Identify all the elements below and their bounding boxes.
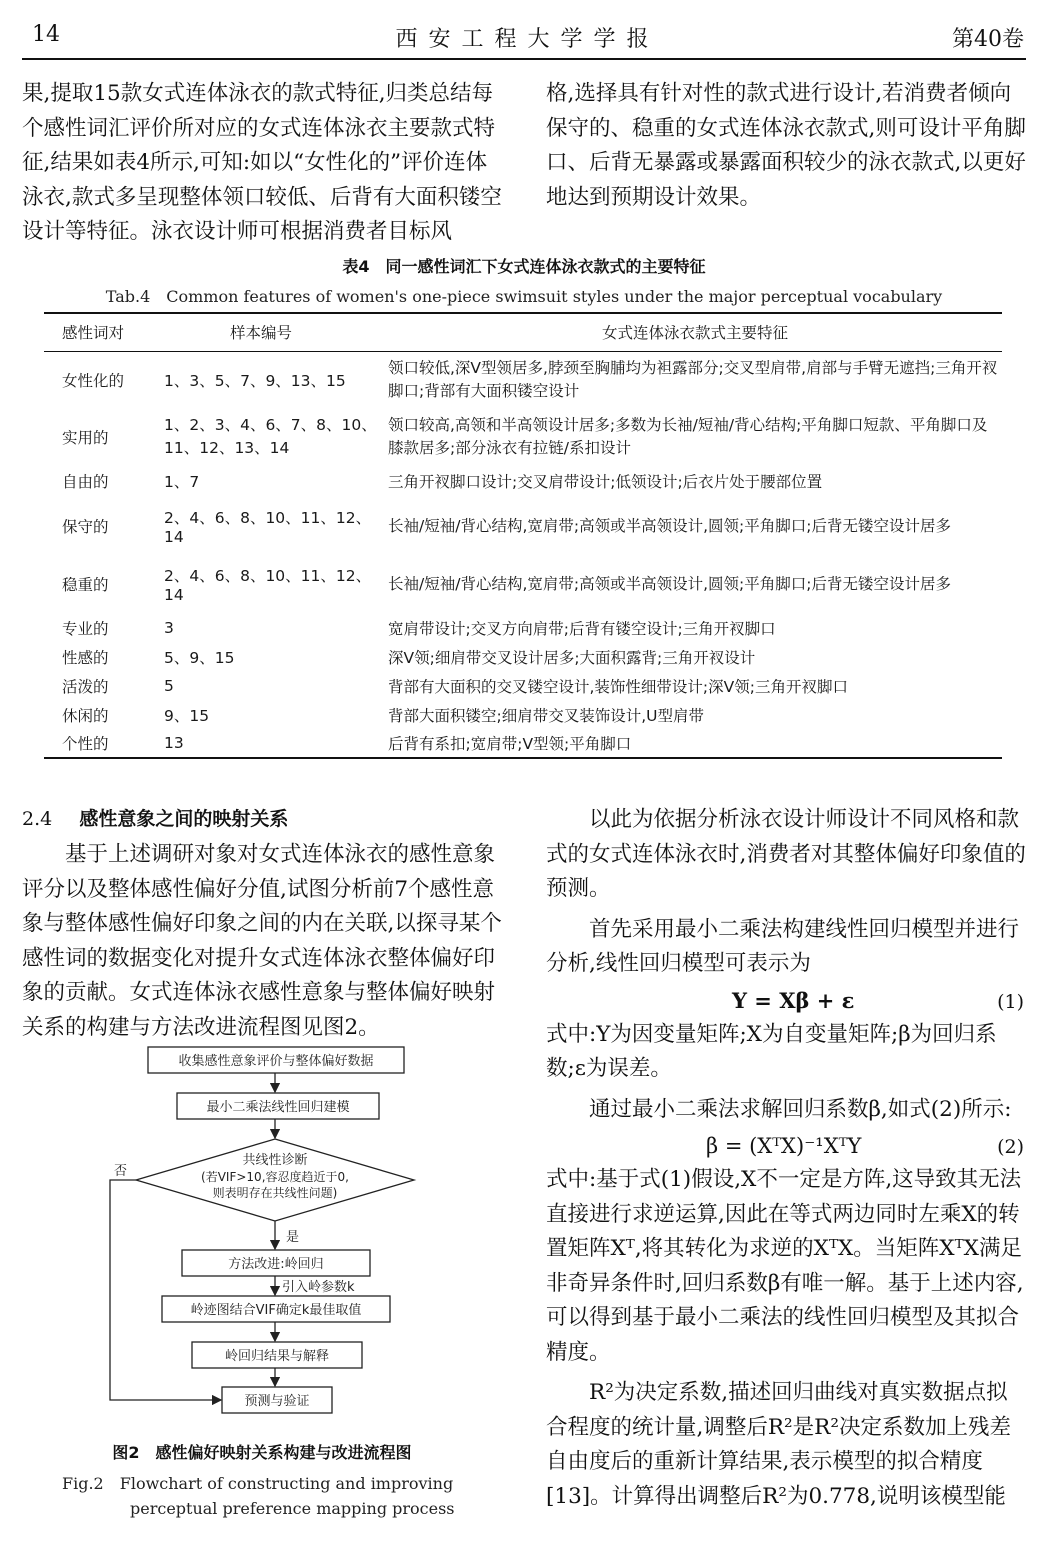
top-right-paragraph: 格,选择具有针对性的款式进行设计,若消费者倾向保守的、稳重的女式连体泳衣款式,则可设计平角脚口、后背无暴露或暴露面积较少的泳衣款式,以更好地达到预期设计效果。	[546, 81, 1026, 210]
row-word: 稳重的	[62, 576, 109, 594]
row-features: 宽肩带设计;交叉方向肩带;后背有镂空设计;三角开衩脚口	[388, 619, 776, 638]
right-paragraph-1: 以此为依据分析泳衣设计师设计不同风格和款式的女式连体泳衣时,消费者对其整体偏好印象值的预测。	[546, 807, 1026, 901]
journal-title: 西 安 工 程 大 学 学 报	[395, 27, 651, 52]
flow-text-diag-title: 共线性诊断	[242, 1153, 308, 1168]
header-samples: 样本编号	[230, 324, 293, 343]
table-row	[44, 613, 1002, 642]
row-features: 深V领;细肩带交叉设计居多;大面积露背;三角开衩设计	[388, 648, 756, 667]
left-body-paragraph: 基于上述调研对象对女式连体泳衣的感性意象评分以及整体感性偏好分值,试图分析前7个感性意象与整体感性偏好印象之间的内在关联,以探寻某个感性词的数据变化对提升女式连体泳衣整体偏好印象的贡献。女式连体泳衣感性意象与整体偏好映射关系的构建与方法改进流程图见图2。	[22, 842, 502, 1040]
row-features: 三角开衩脚口设计;交叉肩带设计;低领设计;后衣片处于腰部位置	[388, 473, 823, 491]
row-word: 休闲的	[62, 706, 109, 725]
row-word: 活泼的	[62, 677, 109, 696]
flow-text-collect: 收集感性意象评价与整体偏好数据	[178, 1054, 374, 1069]
table-row	[44, 465, 1002, 497]
section-title: 感性意象之间的映射关系	[79, 808, 289, 830]
figure-caption-en-1: Fig.2 Flowchart of constructing and improving	[62, 1474, 454, 1493]
features-table	[44, 312, 1002, 759]
table-row	[44, 351, 1002, 409]
equation-2-number: (2)	[997, 1136, 1024, 1158]
row-features: 长袖/短袖/背心结构,宽肩带;高领或半高领设计,圆领;平角脚口;后背无镂空设计居多	[388, 516, 951, 535]
equation-2-row	[546, 1127, 1026, 1163]
row-samples: 5、9、15	[164, 648, 235, 667]
table-row	[44, 729, 1002, 758]
row-features: 背部大面积镂空;细肩带交叉装饰设计,U型肩带	[388, 706, 704, 725]
header-features: 女式连体泳衣款式主要特征	[601, 324, 788, 343]
row-features: 长袖/短袖/背心结构,宽肩带;高领或半高领设计,圆领;平角脚口;后背无镂空设计居多	[388, 574, 951, 593]
table-caption-cn: 表4 同一感性词汇下女式连体泳衣款式的主要特征	[342, 257, 706, 276]
right-paragraph-2: 首先采用最小二乘法构建线性回归模型并进行分析,线性回归模型可表示为	[546, 916, 1020, 976]
row-samples: 1、2、3、4、6、7、8、10、11、12、13、14	[164, 416, 377, 457]
flow-text-result: 岭回归结果与解释	[224, 1349, 330, 1364]
equation-1-number: (1)	[997, 990, 1024, 1013]
header-rule	[22, 58, 1026, 60]
top-left-paragraph: 果,提取15款女式连体泳衣的款式特征,归类总结每个感性词汇评价所对应的女式连体泳衣主要款式特征,结果如表4所示,可知:如以“女性化的”评价连体泳衣,款式多呈现整体领口较低、后背有大面积镂空设计等特征。泳衣设计师可根据消费者目标风	[22, 81, 502, 244]
row-samples: 9、15	[164, 706, 210, 725]
row-word: 性感的	[62, 648, 109, 667]
row-features: 后背有系扣;宽肩带;V型领;平角脚口	[388, 735, 632, 753]
section-number: 2.4	[22, 808, 53, 830]
page-number: 14	[32, 22, 60, 47]
table-caption-en: Tab.4 Common features of women's one-piece swimsuit styles under the major perceptual vocabulary	[105, 287, 943, 306]
row-samples: 2、4、6、8、10、11、12、14	[164, 567, 372, 604]
right-paragraph-3: 式中:Y为因变量矩阵;X为自变量矩阵;β为回归系数;ε为误差。	[546, 1021, 997, 1081]
figure-caption-cn: 图2 感性偏好映射关系构建与改进流程图	[112, 1443, 412, 1462]
volume-label: 第40卷	[952, 27, 1024, 52]
row-samples: 13	[164, 734, 184, 752]
row-samples: 1、3、5、7、9、13、15	[164, 372, 346, 391]
flow-arrow-no	[110, 1180, 221, 1400]
flow-text-predict: 预测与验证	[244, 1394, 310, 1409]
figure-caption-en-2: perceptual preference mapping process	[130, 1499, 455, 1518]
row-samples: 2、4、6、8、10、11、12、14	[164, 509, 372, 546]
flow-text-ols: 最小二乘法线性回归建模	[206, 1100, 350, 1115]
flow-text-trace: 岭迹图结合VIF确定k最佳取值	[190, 1303, 362, 1318]
row-word: 女性化的	[62, 372, 125, 391]
equation-1-row	[546, 982, 1026, 1018]
table-row	[44, 409, 1002, 465]
right-paragraph-4: 通过最小二乘法求解回归系数β,如式(2)所示:	[589, 1096, 1012, 1122]
row-word: 专业的	[62, 619, 109, 638]
row-word: 自由的	[62, 473, 109, 491]
flow-text-diag-3: 则表明存在共线性问题)	[212, 1186, 338, 1200]
flow-label-yes: 是	[286, 1230, 300, 1245]
row-samples: 5	[164, 676, 174, 695]
row-word: 实用的	[62, 429, 109, 447]
equation-1: Y = Xβ + ε	[732, 987, 855, 1013]
table-row	[44, 555, 1002, 613]
table-row	[44, 642, 1002, 671]
row-samples: 3	[164, 618, 174, 637]
table-row	[44, 671, 1002, 700]
flow-text-diag-2: (若VIF>10,容忍度趋近于0,	[201, 1170, 349, 1184]
right-column	[546, 803, 1026, 1514]
right-paragraph-5: 式中:基于式(1)假设,X不一定是方阵,这导致其无法直接进行求逆运算,因此在等式两边同时左乘X的转置矩阵Xᵀ,将其转化为求逆的XᵀX。当矩阵XᵀX满足非奇异条件时,回归系数β有唯一解。基于上述内容,可以得到基于最小二乘法的线性回归模型及其拟合精度。	[546, 1167, 1024, 1365]
table-row	[44, 700, 1002, 729]
flow-label-k: 引入岭参数k	[282, 1280, 355, 1295]
section-heading	[22, 804, 288, 831]
flowchart	[100, 1040, 430, 1420]
equation-2: β = (XᵀX)⁻¹XᵀY	[706, 1134, 862, 1158]
row-features: 领口较高,高领和半高领设计居多;多数为长袖/短袖/背心结构;平角脚口短款、平角脚口及膝款居多;部分泳衣有拉链/系扣设计	[388, 416, 988, 457]
row-features: 背部有大面积的交叉镂空设计,装饰性细带设计;深V领;三角开衩脚口	[388, 677, 848, 696]
right-paragraph-6: R²为决定系数,描述回归曲线对真实数据点拟合程度的统计量,调整后R²是R²决定系数加上残差自由度后的重新计算结果,表示模型的拟合精度[13]。计算得出调整后R²为0.778,说明该模型能	[546, 1380, 1011, 1509]
row-samples: 1、7	[164, 473, 200, 491]
flow-text-ridge: 方法改进:岭回归	[228, 1257, 324, 1272]
row-word: 保守的	[62, 518, 109, 536]
flow-label-no: 否	[114, 1164, 128, 1179]
row-word: 个性的	[62, 735, 109, 753]
row-features: 领口较低,深V型领居多,脖颈至胸脯均为袒露部分;交叉型肩带,肩部与手臂无遮挡;三角开衩脚口;背部有大面积镂空设计	[388, 359, 998, 401]
header-word: 感性词对	[62, 324, 125, 343]
table-row	[44, 497, 1002, 555]
